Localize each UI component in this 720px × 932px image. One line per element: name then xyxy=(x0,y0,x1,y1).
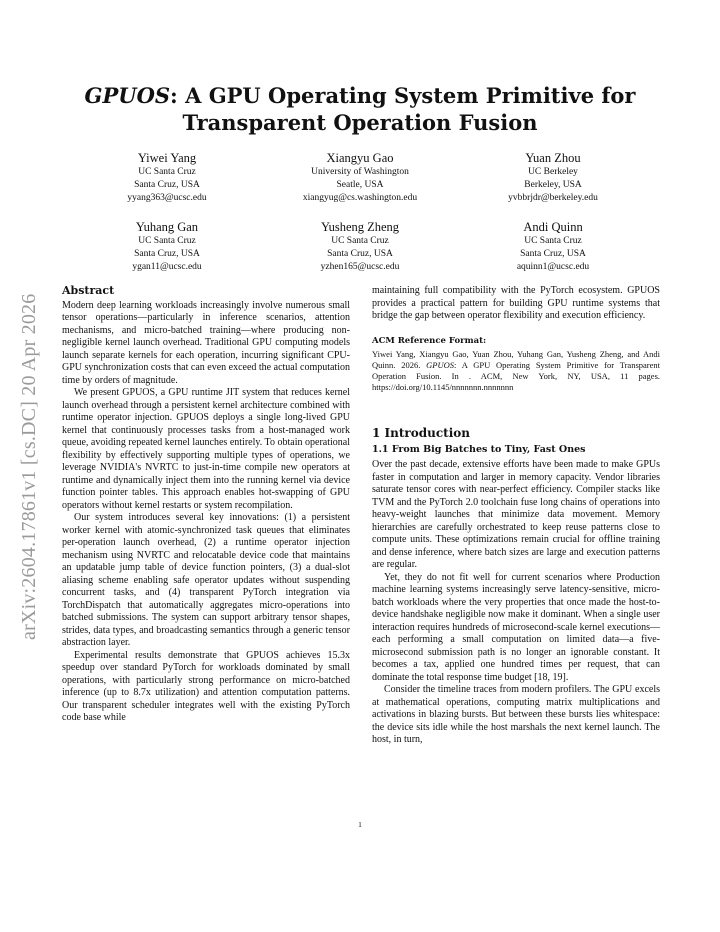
acm-reference-title-italic: GPUOS xyxy=(426,360,454,370)
author-name: Yuhang Gan xyxy=(135,220,199,234)
acm-reference-text xyxy=(372,349,660,393)
author-location: Santa Cruz, USA xyxy=(327,249,393,259)
author-name: Xiangyu Gao xyxy=(326,151,394,165)
author-affiliation: University of Washington xyxy=(311,167,409,177)
author-location: Berkeley, USA xyxy=(524,180,582,190)
author-email: yyang363@ucsc.edu xyxy=(127,193,207,203)
intro-paragraph: Over the past decade, extensive efforts have been made to make GPUs faster in computation and larger in memory capacity. Vendor libraries saturate tensor cores with near-perfect efficiency. Compiler stacks like TVM and the PyTorch 2.0 toolchain fuse long chains of operations into heavy-weight launches that minimize data movement. Memory hierarchies are carefully orchestrated to keep reuse patterns close to compute units. These optimizations remain crucial for offline training and dense inference, where batch sizes are large and execution patterns are regular. xyxy=(372,459,660,570)
author-name: Andi Quinn xyxy=(523,220,583,234)
author-block xyxy=(77,219,257,274)
author-email: aquinn1@ucsc.edu xyxy=(516,262,590,272)
author-block xyxy=(270,150,450,205)
paper-title xyxy=(80,82,640,136)
arxiv-identifier: arXiv:2604.17861v1 [cs.DC] 20 Apr 2026 xyxy=(18,293,40,640)
author-email: yzhen165@ucsc.edu xyxy=(320,262,400,272)
author-block xyxy=(77,150,257,205)
author-name: Yusheng Zheng xyxy=(320,220,400,234)
abstract-heading: Abstract xyxy=(62,284,115,297)
author-block xyxy=(463,219,643,274)
title-system-name: GPUOS xyxy=(84,83,171,108)
author-affiliation: UC Berkeley xyxy=(528,167,578,177)
author-email: ygan11@ucsc.edu xyxy=(132,262,202,272)
acm-reference-authors: Yiwei Yang, Xiangyu Gao, Yuan Zhou, Yuhang Gan, Yusheng Zheng, and Andi Quinn. 2026. xyxy=(372,349,660,370)
author-affiliation: UC Santa Cruz xyxy=(138,236,196,246)
author-location: Santa Cruz, USA xyxy=(520,249,586,259)
author-block xyxy=(270,219,450,274)
author-affiliation: UC Santa Cruz xyxy=(138,167,196,177)
author-email: xiangyug@cs.washington.edu xyxy=(302,193,418,203)
author-location: Seatle, USA xyxy=(336,180,384,190)
author-affiliation: UC Santa Cruz xyxy=(331,236,389,246)
acm-reference-rest: : A GPU Operating System Primitive for Transparent Operation Fusion. In . ACM, New York, NY, USA, 11 pages. https://doi.org/10.1145/nnnnnnn.nnnnnnn xyxy=(372,360,660,392)
intro-paragraph: Consider the timeline traces from modern profilers. The GPU excels at mathematical operations, computing matrix multiplications and activations in blazing bursts. But between these bursts lies whitespace: the device sits idle while the host marshals the next kernel launch. The host, in turn, xyxy=(372,684,660,745)
abstract-paragraph: Modern deep learning workloads increasingly involve numerous small tensor operations—particularly in inference scenarios, attention mechanisms, and micro-batched training—where producing non-negligible kernel launch overhead. Traditional GPU computing models launch separate kernels for each operation, incurring significant CPU-GPU synchronization costs that can even exceed the actual computation time by orders of magnitude. xyxy=(62,299,350,386)
author-location: Santa Cruz, USA xyxy=(134,249,200,259)
page-number: 1 xyxy=(358,820,362,829)
subsection-heading: 1.1 From Big Batches to Tiny, Fast Ones xyxy=(372,443,586,455)
author-block xyxy=(463,150,643,205)
author-name: Yiwei Yang xyxy=(137,151,197,165)
abstract-paragraph: maintaining full compatibility with the PyTorch ecosystem. GPUOS provides a practical pattern for building GPU runtime systems that bridge the gap between operator flexibility and execution efficiency. xyxy=(372,285,660,321)
section-heading: 1 Introduction xyxy=(372,426,470,440)
author-name: Yuan Zhou xyxy=(525,151,581,165)
author-email: yvbbrjdr@berkeley.edu xyxy=(508,193,598,203)
abstract-paragraph: Experimental results demonstrate that GPUOS achieves 15.3x speedup over standard PyTorch for workloads dominated by small operations, with particularly strong performance on micro-batched inference (up to 8.7x utilization) and attention computation patterns. Our transparent scheduler integrates well with the existing PyTorch code base while xyxy=(62,649,350,723)
title-rest: : A GPU Operating System Primitive for Transparent Operation Fusion xyxy=(170,83,636,135)
acm-reference-heading: ACM Reference Format: xyxy=(372,335,487,346)
left-column xyxy=(62,285,350,725)
abstract-paragraph: Our system introduces several key innovations: (1) a persistent worker kernel with atomic-synchronized task queues that eliminates per-operation launch overhead, (2) a runtime operator injection mechanism using NVRTC and relocatable device code that maintains an updatable jump table of device function pointers, (3) a dual-slot aliasing scheme enabling safe operator updates without suspending concurrent tasks, and (4) transparent PyTorch integration via TorchDispatch that automatically aggregates micro-operations into batched submissions. The system can support arbitrary tensor shapes, strides, data types, and broadcasting semantics through a generic tensor abstraction layer. xyxy=(62,512,350,648)
right-column xyxy=(372,285,660,747)
author-affiliation: UC Santa Cruz xyxy=(524,236,582,246)
author-location: Santa Cruz, USA xyxy=(134,180,200,190)
intro-paragraph: Yet, they do not fit well for current scenarios where Production machine learning systems increasingly serve latency-sensitive, micro-batch workloads where the very properties that once made the host-to-device handshake negligible now make it dominant. When a single user interaction requires hundreds of microsecond-scale kernel executions—each performing a small computation on limited data—a five-microsecond submission path is no longer an ignorable constant. It becomes a tax, applied one hundred times per request, that can dominate the total response time budget [18, 19]. xyxy=(372,571,660,683)
abstract-paragraph: We present GPUOS, a GPU runtime JIT system that reduces kernel launch overhead through a persistent kernel architecture combined with runtime operator injection. GPUOS deploys a single long-lived GPU kernel that continuously processes tasks from a host-managed work queue, avoiding repeated kernel launches entirely. To obtain operational flexibility by effectively supporting multiple types of operations, we leverage NVIDIA's NVRTC to just-in-time compile new operators at runtime and dynamically inject them into the running kernel via device function pointer tables. This approach enables hot-swapping of GPU operators without kernel restarts or system recompilation. xyxy=(62,387,350,511)
